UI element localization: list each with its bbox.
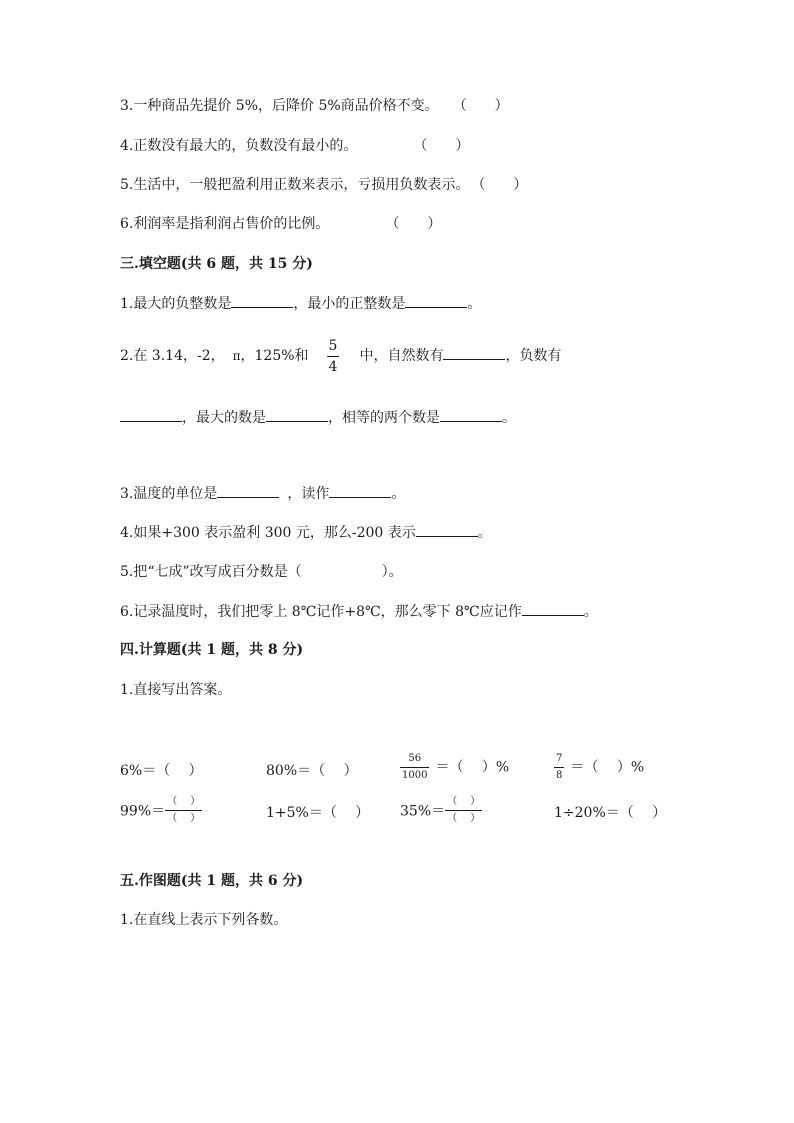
answer-blank[interactable]: [120, 407, 182, 422]
judge-question-6: [120, 214, 441, 234]
fill-question-3: 3.温度的单位是 ，读作 。: [120, 483, 405, 504]
fraction-56-1000: $\frac{56}{1000}$: [402, 753, 428, 781]
answer-blank[interactable]: [329, 483, 391, 498]
fraction-five-fourths: $\frac{5}{4}$: [328, 337, 338, 375]
answer-parentheses[interactable]: （ ）: [385, 216, 442, 232]
answer-parentheses[interactable]: （ ）: [413, 138, 470, 154]
question-text: 4.正数没有最大的，负数没有最小的。: [120, 138, 358, 154]
question-text: 6.利润率是指利润占售价的比例。: [120, 216, 330, 232]
answer-blank[interactable]: [443, 345, 505, 360]
answer-blank[interactable]: [405, 293, 467, 308]
answer-blank[interactable]: [440, 407, 502, 422]
judge-question-5: [120, 175, 527, 195]
section-3-title: 三.填空题(共 6 题，共 15 分): [120, 256, 313, 272]
answer-blank[interactable]: [231, 293, 293, 308]
judge-question-4: [120, 136, 469, 156]
calc-item-80-percent[interactable]: 80%＝（ ）: [266, 763, 358, 779]
calc-question-1: 1.直接写出答案。: [120, 682, 232, 698]
answer-parentheses[interactable]: （ ）: [471, 177, 528, 193]
fraction-blank: $\frac{( )}{( )}$: [447, 796, 481, 824]
fraction-7-8: $\frac{7}{8}$: [556, 753, 563, 781]
answer-blank[interactable]: [266, 407, 328, 422]
calc-item-7-over-8[interactable]: $\frac{7}{8}$ ＝（ ）%: [556, 753, 645, 781]
section-5-title: 五.作图题(共 1 题，共 6 分): [120, 873, 304, 889]
question-text: 3.一种商品先提价 5%，后降价 5%商品价格不变。: [120, 98, 439, 114]
calc-item-1-plus-5-percent[interactable]: 1+5%＝（ ）: [266, 805, 370, 821]
fraction-blank: $\frac{( )}{( )}$: [167, 796, 201, 824]
answer-blank[interactable]: [416, 522, 478, 537]
answer-blank[interactable]: [522, 601, 584, 616]
fill-question-4: 4.如果+300 表示盈利 300 元，那么-200 表示 。: [120, 522, 492, 543]
fill-question-1: 1.最大的负整数是 ，最小的正整数是 。: [120, 293, 481, 314]
calc-item-35-percent[interactable]: 35%＝ $\frac{( )}{( )}$: [400, 796, 481, 824]
calc-item-99-percent[interactable]: 99%＝ $\frac{( )}{( )}$: [120, 796, 201, 824]
fill-question-2-line1: 2.在 3.14，-2， π，125%和 $\frac{5}{4}$ 中，自然数有 ，负数有: [120, 337, 562, 375]
question-text: 5.生活中，一般把盈利用正数来表示，亏损用负数表示。: [120, 177, 470, 193]
pi-symbol: π: [232, 349, 241, 363]
draw-question-1: 1.在直线上表示下列各数。: [120, 912, 288, 928]
answer-blank[interactable]: [217, 483, 279, 498]
judge-question-3: [120, 96, 509, 116]
calc-item-1-div-20-percent[interactable]: 1÷20%＝（ ）: [554, 805, 667, 821]
calc-item-6-percent[interactable]: 6%＝（ ）: [120, 763, 203, 779]
fill-question-6: 6.记录温度时，我们把零上 8℃记作+8℃，那么零下 8℃应记作 。: [120, 601, 598, 622]
fill-question-2-line2: ，最大的数是 ，相等的两个数是 。: [120, 407, 516, 428]
answer-parentheses[interactable]: （ ）: [452, 98, 509, 114]
section-4-title: 四.计算题(共 1 题，共 8 分): [120, 642, 304, 658]
calc-item-56-over-1000[interactable]: $\frac{56}{1000}$ ＝（ ）%: [402, 753, 510, 781]
fill-question-5: 5.把“七成”改写成百分数是（ ）。: [120, 564, 403, 580]
